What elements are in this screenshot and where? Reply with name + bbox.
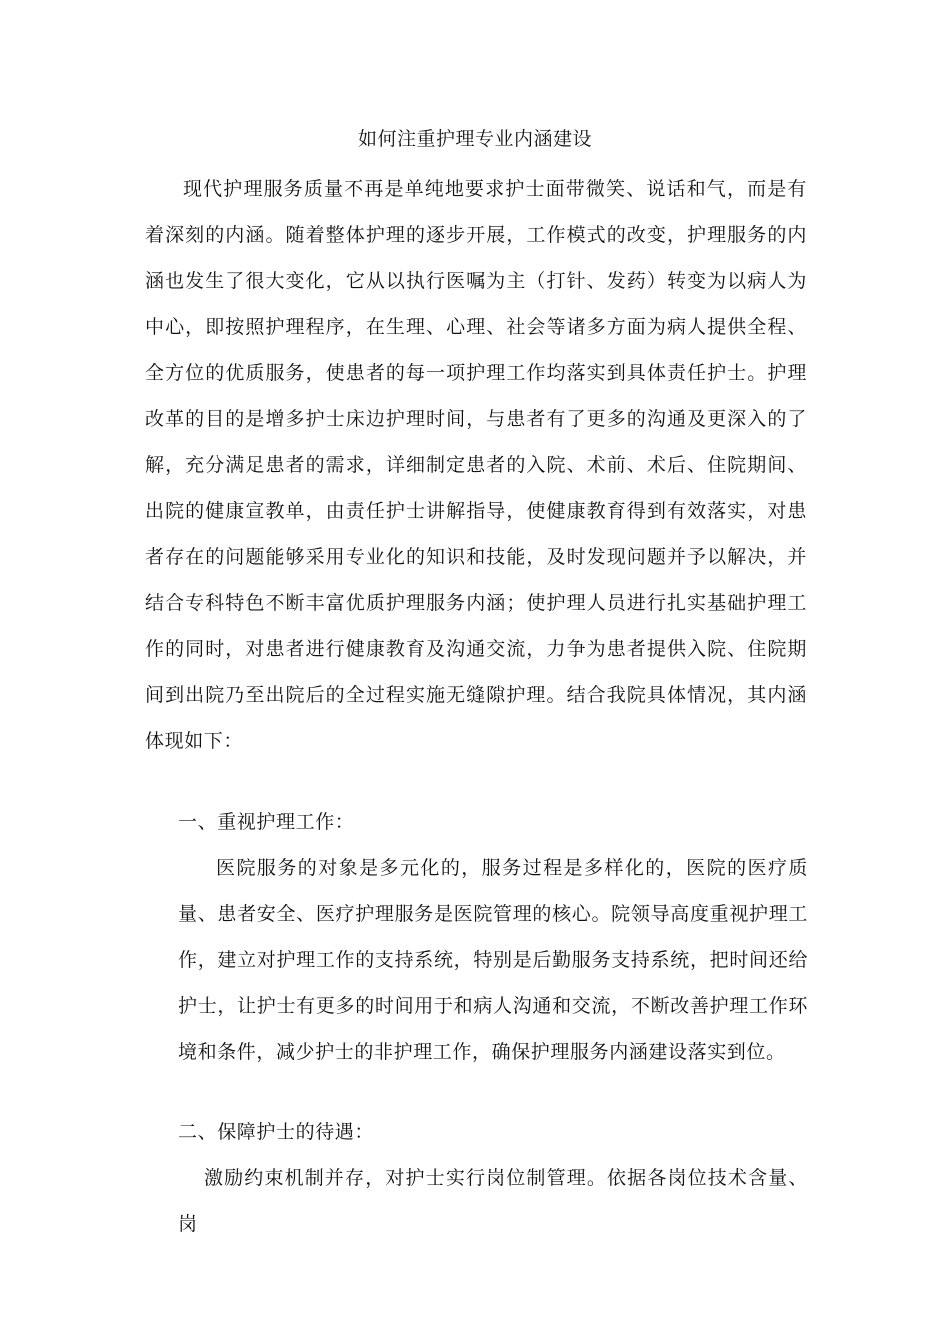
intro-paragraph: 现代护理服务质量不再是单纯地要求护士面带微笑、说话和气，而是有着深刻的内涵。随着整体护理的逐步开展，工作模式的改变，护理服务的内涵也发生了很大变化，它从以执行医嘱为主（打针、发药）转变为以病人为中心，即按照护理程序，在生理、心理、社会等诸多方面为病人提供全程、全方位的优质服务，使患者的每一项护理工作均落实到具体责任护士。护理改革的目的是增多护士床边护理时间，与患者有了更多的沟通及更深入的了解，充分满足患者的需求，详细制定患者的入院、术前、术后、住院期间、出院的健康宣教单，由责任护士讲解指导，使健康教育得到有效落实，对患者存在的问题能够采用专业化的知识和技能，及时发现问题并予以解决，并结合专科特色不断丰富优质护理服务内涵；使护理人员进行扎实基础护理工作的同时，对患者进行健康教育及沟通交流，力争为患者提供入院、住院期间到出院乃至出院后的全过程实施无缝隙护理。结合我院具体情况，其内涵体现如下： <box>145 178 807 752</box>
section-body-2: 激励约束机制并存，对护士实行岗位制管理。依据各岗位技术含量、岗 <box>178 1167 808 1235</box>
section-body-1: 医院服务的对象是多元化的，服务过程是多样化的，医院的医疗质量、患者安全、医疗护理服务是医院管理的核心。院领导高度重视护理工作，建立对护理工作的支持系统，特别是后勤服务支持系统，把时间还给护士，让护士有更多的时间用于和病人沟通和交流，不断改善护理工作环境和条件，减少护士的非护理工作，确保护理服务内涵建设落实到位。 <box>178 857 808 1063</box>
section-heading-2: 二、保障护士的待遇： <box>178 1121 375 1143</box>
section-heading-1: 一、重视护理工作： <box>178 811 355 833</box>
document-title: 如何注重护理专业内涵建设 <box>357 128 592 150</box>
